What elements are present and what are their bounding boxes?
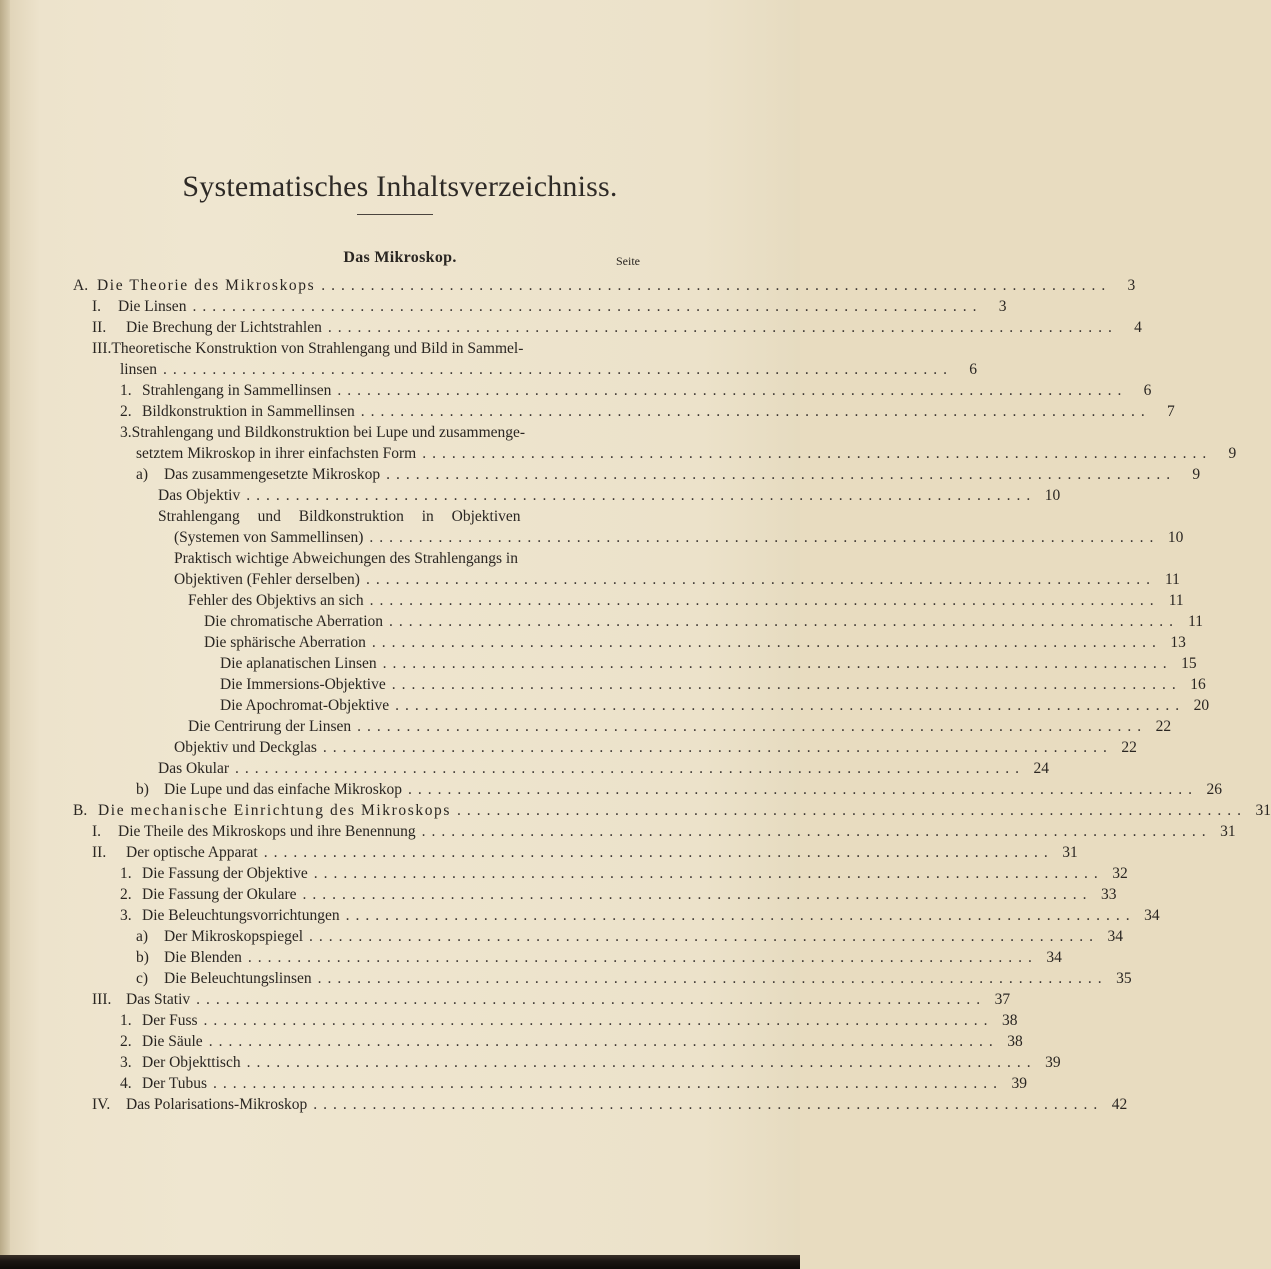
toc-entry-number: III. (92, 340, 112, 357)
toc-page-number: 11 (1165, 571, 1180, 588)
toc-page-number: 9 (1192, 466, 1201, 483)
toc-entry-title: Der Objekttisch (142, 1054, 241, 1071)
toc-leader-dots: ................................................................................ (369, 529, 1160, 546)
toc-page-number: 6 (969, 361, 978, 378)
toc-entry-title: Strahlengang und Bildkonstruktion in Objektiven (158, 508, 521, 525)
toc-entry-number: 3. (120, 424, 132, 441)
toc-page-number: 4 (1134, 319, 1142, 336)
toc-leader-dots: ................................................................................ (408, 781, 1199, 798)
toc-entry-number: B. (73, 802, 88, 819)
toc-leader-dots: ................................................................................ (345, 907, 1136, 924)
toc-leader-dots: ................................................................................ (395, 697, 1186, 714)
toc-entry (120, 359, 978, 380)
toc-leader-dots: ................................................................................ (360, 403, 1151, 420)
toc-entry-number: I. (92, 823, 102, 840)
toc-leader-dots: ................................................................................ (382, 655, 1173, 672)
toc-entry-title: Die Linsen (118, 298, 187, 315)
toc-entry-title: Das Stativ (126, 991, 191, 1008)
toc-leader-dots: ................................................................................ (163, 361, 954, 378)
toc-page-number: 34 (1107, 928, 1124, 945)
toc-entry-title: Die Fassung der Objektive (142, 865, 308, 882)
toc-entry (120, 863, 1128, 884)
toc-page-number: 24 (1033, 760, 1050, 777)
toc-entry-number: b) (136, 781, 149, 798)
toc-page-number: 22 (1155, 718, 1172, 735)
toc-entry-title: Bildkonstruktion in Sammellinsen (142, 403, 355, 420)
toc-entry-title: Die mechanische Einrichtung des Mikroskops (98, 802, 452, 819)
toc-page-number: 10 (1167, 529, 1184, 546)
toc-page-number: 33 (1101, 886, 1117, 903)
section-heading: Das Mikroskop. (343, 249, 457, 266)
toc-entry-title: Die Beleuchtungsvorrichtungen (142, 907, 340, 924)
toc-entry (136, 779, 1223, 800)
toc-leader-dots: ................................................................................ (203, 1012, 994, 1029)
toc-page-number: 10 (1044, 487, 1061, 504)
toc-entry (120, 422, 525, 443)
toc-entry-title: Fehler des Objektivs an sich (188, 592, 364, 609)
toc-page-number: 38 (1002, 1012, 1018, 1029)
toc-entry (120, 1052, 1061, 1073)
toc-entry (120, 884, 1117, 905)
toc-entry-title: Die aplanatischen Linsen (220, 655, 377, 672)
page-column-label: Seite (616, 254, 640, 268)
toc-entry (120, 1010, 1018, 1031)
toc-leader-dots: ................................................................................ (386, 466, 1177, 483)
toc-page-number: 15 (1181, 655, 1197, 672)
toc-entry-number: c) (136, 970, 149, 987)
toc-leader-dots: ................................................................................ (302, 886, 1093, 903)
toc-entry-title: Objektiven (Fehler derselben) (174, 571, 360, 588)
toc-page-number: 3 (1127, 277, 1136, 294)
toc-entry-title: Die Blenden (164, 949, 242, 966)
toc-entry-number: 2. (120, 886, 132, 903)
toc-entry-number: II. (92, 844, 107, 861)
toc-entry-title: linsen (120, 361, 158, 378)
toc-leader-dots: ................................................................................ (235, 760, 1026, 777)
toc-leader-dots: ................................................................................ (369, 592, 1160, 609)
toc-page-number: 42 (1111, 1096, 1128, 1113)
scan-bottom-edge (0, 1255, 800, 1269)
toc-leader-dots: ................................................................................ (317, 970, 1108, 987)
toc-leader-dots: ................................................................................ (213, 1075, 1004, 1092)
toc-entry-title: Strahlengang in Sammellinsen (142, 382, 332, 399)
toc-entry-number: b) (136, 949, 149, 966)
toc-entry (120, 905, 1160, 926)
toc-entry-number: I. (92, 298, 102, 315)
toc-entry-title: Die sphärische Aberration (204, 634, 366, 651)
toc-entry-title: Die Brechung der Lichtstrahlen (126, 319, 322, 336)
toc-entry-number: III. (92, 991, 112, 1008)
toc-leader-dots: ................................................................................ (208, 1033, 999, 1050)
toc-leader-dots: ................................................................................ (246, 1054, 1037, 1071)
toc-leader-dots: ................................................................................ (192, 298, 983, 315)
toc-leader-dots: ................................................................................ (321, 277, 1112, 294)
toc-entry (204, 632, 1186, 653)
toc-entry (73, 800, 1271, 821)
toc-page-number: 35 (1116, 970, 1132, 987)
toc-leader-dots: ................................................................................ (371, 634, 1162, 651)
toc-entry (136, 443, 1237, 464)
toc-entry-title: Der Fuss (142, 1012, 198, 1029)
toc-entry (220, 653, 1197, 674)
toc-leader-dots: ................................................................................ (247, 949, 1038, 966)
toc-entry-title: Praktisch wichtige Abweichungen des Strahlengangs in (174, 550, 518, 567)
toc-entry (204, 611, 1204, 632)
toc-entry (220, 695, 1210, 716)
toc-entry-title: setztem Mikroskop in ihrer einfachsten Form (136, 445, 417, 462)
toc-entry (174, 737, 1137, 758)
toc-leader-dots: ................................................................................ (327, 319, 1118, 336)
toc-page-number: 34 (1046, 949, 1062, 966)
toc-entry (158, 485, 1061, 506)
toc-leader-dots: ................................................................................ (263, 844, 1054, 861)
toc-page-number: 39 (1011, 1075, 1028, 1092)
toc-entry (136, 968, 1132, 989)
toc-entry-number: a) (136, 928, 149, 945)
toc-page-number: 22 (1121, 739, 1137, 756)
toc-entry (92, 317, 1142, 338)
toc-page-number: 31 (1255, 802, 1271, 819)
toc-leader-dots: ................................................................................ (422, 445, 1213, 462)
toc-entry (174, 527, 1184, 548)
toc-entry-title: Die Immersions-Objektive (220, 676, 386, 693)
toc-entry-title: Strahlengang und Bildkonstruktion bei Lupe und zusammenge- (131, 424, 526, 441)
page-title: Systematisches Inhaltsverzeichniss. (182, 170, 618, 203)
toc-entry (92, 296, 1007, 317)
toc-leader-dots: ................................................................................ (337, 382, 1128, 399)
toc-page-number: 31 (1220, 823, 1236, 840)
toc-page-number: 31 (1062, 844, 1078, 861)
toc-entry-title: Der Mikroskopspiegel (164, 928, 304, 945)
toc-entry-number: 4. (120, 1075, 132, 1092)
toc-leader-dots: ................................................................................ (365, 571, 1156, 588)
toc-entry (120, 1031, 1023, 1052)
toc-entry-title: Die Apochromat-Objektive (220, 697, 390, 714)
toc-page-number: 16 (1190, 676, 1206, 693)
toc-entry-title: Die Beleuchtungslinsen (164, 970, 312, 987)
toc-page-number: 3 (998, 298, 1007, 315)
toc-entry-number: 2. (120, 1033, 132, 1050)
toc-leader-dots: ................................................................................ (196, 991, 987, 1008)
toc-page-number: 13 (1170, 634, 1186, 651)
toc-entry-title: Die Centrirung der Linsen (188, 718, 352, 735)
toc-entry-number: 3. (120, 1054, 132, 1071)
toc-entry-title: Das Okular (158, 760, 230, 777)
toc-entry-title: Die Lupe und das einfache Mikroskop (164, 781, 403, 798)
toc-entry (92, 821, 1236, 842)
toc-leader-dots: ................................................................................ (457, 802, 1248, 819)
toc-entry-title: Die Säule (142, 1033, 203, 1050)
toc-entry-number: II. (92, 319, 107, 336)
toc-entry (136, 947, 1062, 968)
toc-page-number: 37 (994, 991, 1011, 1008)
toc-entry-number: 3. (120, 907, 132, 924)
toc-entry (136, 464, 1201, 485)
toc-page-number: 32 (1112, 865, 1128, 882)
toc-leader-dots: ................................................................................ (322, 739, 1113, 756)
toc-entry-title: Die Theorie des Mikroskops (97, 277, 316, 294)
toc-entry (158, 758, 1050, 779)
toc-page-number: 11 (1188, 613, 1204, 630)
toc-entry-title: Die chromatische Aberration (204, 613, 384, 630)
toc-page-number: 7 (1166, 403, 1175, 420)
toc-page-number: 6 (1143, 382, 1152, 399)
toc-leader-dots: ................................................................................ (246, 487, 1037, 504)
toc-page-number: 9 (1228, 445, 1237, 462)
toc-page-number: 26 (1206, 781, 1223, 798)
toc-entry-number: 1. (120, 1012, 132, 1029)
toc-page-number: 39 (1045, 1054, 1061, 1071)
toc-leader-dots: ................................................................................ (313, 1096, 1104, 1113)
toc-entry (188, 716, 1172, 737)
toc-entry-number: IV. (92, 1096, 111, 1113)
toc-page-number: 11 (1168, 592, 1184, 609)
toc-leader-dots: ................................................................................ (421, 823, 1212, 840)
toc-entry-number: 1. (120, 382, 132, 399)
toc-leader-dots: ................................................................................ (309, 928, 1100, 945)
toc-entry (92, 1094, 1128, 1115)
toc-entry (174, 569, 1180, 590)
toc-leader-dots: ................................................................................ (389, 613, 1180, 630)
toc-entry (73, 275, 1136, 296)
toc-page-number: 20 (1193, 697, 1210, 714)
toc-entry-title: Die Fassung der Okulare (142, 886, 297, 903)
toc-page-number: 38 (1007, 1033, 1023, 1050)
toc-leader-dots: ................................................................................ (313, 865, 1104, 882)
toc-entry (92, 842, 1078, 863)
toc-entry-title: Das Polarisations-Mikroskop (126, 1096, 308, 1113)
toc-entry-number: 2. (120, 403, 132, 420)
toc-entry (136, 926, 1124, 947)
toc-entry (120, 401, 1175, 422)
toc-page-number: 34 (1144, 907, 1160, 924)
toc-entry-title: Objektiv und Deckglas (174, 739, 317, 756)
toc-entry-title: Der Tubus (142, 1075, 208, 1092)
toc-entry (120, 1073, 1028, 1094)
toc-entry-title: Das zusammengesetzte Mikroskop (164, 466, 381, 483)
toc-entry (188, 590, 1184, 611)
toc-entry (92, 338, 523, 359)
toc-entry-title: Der optische Apparat (126, 844, 258, 861)
toc-entry (220, 674, 1206, 695)
toc-entry-number: 1. (120, 865, 132, 882)
toc-entry-title: Das Objektiv (158, 487, 241, 504)
toc-entry (174, 548, 518, 569)
toc-leader-dots: ................................................................................ (391, 676, 1182, 693)
toc-entry (120, 380, 1152, 401)
toc-entry (158, 506, 521, 527)
toc-entry-title: Theoretische Konstruktion von Strahlengang und Bild in Sammel- (111, 340, 524, 357)
toc-entry-number: A. (73, 277, 89, 294)
toc-entry-title: (Systemen von Sammellinsen) (174, 529, 364, 546)
toc-leader-dots: ................................................................................ (357, 718, 1148, 735)
toc-entry-number: a) (136, 466, 149, 483)
toc-entry-title: Die Theile des Mikroskops und ihre Benennung (118, 823, 416, 840)
toc-entry (92, 989, 1011, 1010)
